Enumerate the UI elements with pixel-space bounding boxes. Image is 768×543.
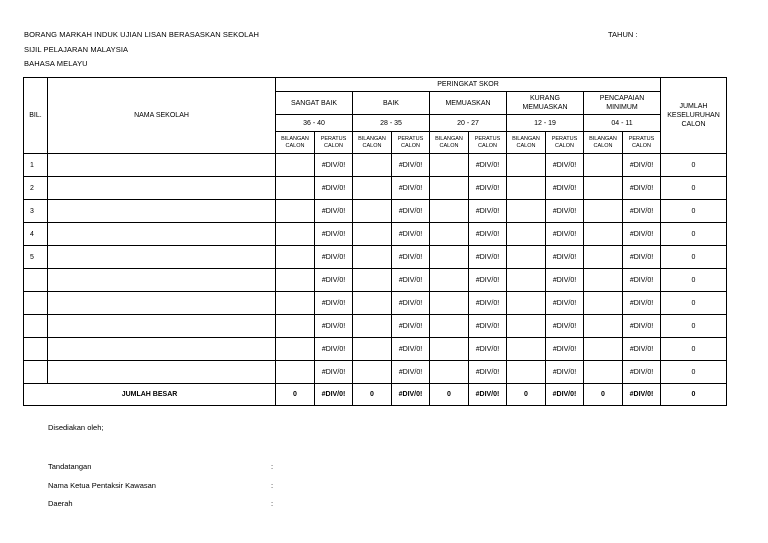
peratus-calon-header: PERATUS CALON [469, 132, 507, 154]
row-peratus-cell: #DIV/0! [623, 292, 661, 315]
row-peratus-cell: #DIV/0! [315, 154, 353, 177]
row-bilangan-cell[interactable] [353, 177, 392, 200]
table-row [24, 223, 727, 246]
disediakan-label: Disediakan oleh; [48, 423, 104, 432]
row-bilangan-cell[interactable] [276, 269, 315, 292]
peratus-calon-header: PERATUS CALON [392, 132, 430, 154]
peringkat-skor-header: PERINGKAT SKOR [276, 78, 661, 92]
row-peratus-cell: #DIV/0! [469, 177, 507, 200]
row-bilangan-cell[interactable] [353, 315, 392, 338]
tandatangan-label: Tandatangan [48, 462, 92, 471]
row-bilangan-cell[interactable] [430, 338, 469, 361]
row-jumlah-cell: 0 [661, 361, 727, 384]
row-nama-sekolah[interactable] [48, 269, 276, 292]
row-peratus-cell: #DIV/0! [469, 338, 507, 361]
row-peratus-cell: #DIV/0! [315, 200, 353, 223]
row-bil: 1 [24, 154, 48, 177]
row-peratus-cell: #DIV/0! [392, 361, 430, 384]
row-bilangan-cell[interactable] [584, 154, 623, 177]
score-table [23, 77, 727, 406]
row-jumlah-cell: 0 [661, 269, 727, 292]
daerah-colon: : [271, 499, 274, 508]
row-bilangan-cell[interactable] [276, 246, 315, 269]
row-peratus-cell: #DIV/0! [469, 246, 507, 269]
tahun-label: TAHUN : [608, 30, 638, 39]
total-peratus-cell: #DIV/0! [546, 384, 584, 406]
row-peratus-cell: #DIV/0! [623, 177, 661, 200]
row-bilangan-cell[interactable] [353, 223, 392, 246]
nama-ketua-label: Nama Ketua Pentaksir Kawasan [48, 481, 156, 490]
row-bil: 5 [24, 246, 48, 269]
row-nama-sekolah[interactable] [48, 154, 276, 177]
row-bil [24, 292, 48, 315]
row-peratus-cell: #DIV/0! [546, 361, 584, 384]
peratus-calon-header: PERATUS CALON [623, 132, 661, 154]
row-bilangan-cell[interactable] [276, 200, 315, 223]
total-bilangan-cell: 0 [430, 384, 469, 406]
row-bilangan-cell[interactable] [276, 177, 315, 200]
row-peratus-cell: #DIV/0! [623, 246, 661, 269]
row-bilangan-cell[interactable] [276, 154, 315, 177]
row-jumlah-cell: 0 [661, 223, 727, 246]
row-peratus-cell: #DIV/0! [392, 154, 430, 177]
table-row [24, 269, 727, 292]
row-jumlah-cell: 0 [661, 338, 727, 361]
row-peratus-cell: #DIV/0! [315, 292, 353, 315]
row-bilangan-cell[interactable] [353, 338, 392, 361]
row-peratus-cell: #DIV/0! [546, 154, 584, 177]
row-peratus-cell: #DIV/0! [392, 338, 430, 361]
category-header: SANGAT BAIK [276, 92, 353, 115]
total-bilangan-cell: 0 [276, 384, 315, 406]
row-peratus-cell: #DIV/0! [546, 246, 584, 269]
row-nama-sekolah[interactable] [48, 246, 276, 269]
table-row [24, 154, 727, 177]
row-bilangan-cell[interactable] [584, 200, 623, 223]
bilangan-calon-header: BILANGAN CALON [276, 132, 315, 154]
row-peratus-cell: #DIV/0! [546, 292, 584, 315]
table-row [24, 361, 727, 384]
row-peratus-cell: #DIV/0! [623, 315, 661, 338]
row-nama-sekolah[interactable] [48, 361, 276, 384]
category-header: PENCAPAIAN MINIMUM [584, 92, 661, 115]
row-peratus-cell: #DIV/0! [315, 223, 353, 246]
total-peratus-cell: #DIV/0! [469, 384, 507, 406]
row-bilangan-cell[interactable] [507, 361, 546, 384]
row-peratus-cell: #DIV/0! [546, 223, 584, 246]
row-bilangan-cell[interactable] [276, 361, 315, 384]
bilangan-calon-header: BILANGAN CALON [353, 132, 392, 154]
row-peratus-cell: #DIV/0! [623, 154, 661, 177]
jumlah-keseluruhan-header: JUMLAH KESELURUHAN CALON [661, 78, 727, 154]
row-peratus-cell: #DIV/0! [392, 315, 430, 338]
row-bilangan-cell[interactable] [276, 315, 315, 338]
row-peratus-cell: #DIV/0! [392, 200, 430, 223]
row-bilangan-cell[interactable] [507, 154, 546, 177]
row-bilangan-cell[interactable] [353, 269, 392, 292]
row-bilangan-cell[interactable] [430, 154, 469, 177]
row-peratus-cell: #DIV/0! [469, 223, 507, 246]
row-bilangan-cell[interactable] [584, 315, 623, 338]
row-jumlah-cell: 0 [661, 246, 727, 269]
row-peratus-cell: #DIV/0! [392, 269, 430, 292]
row-nama-sekolah[interactable] [48, 292, 276, 315]
row-bilangan-cell[interactable] [276, 292, 315, 315]
row-bilangan-cell[interactable] [507, 269, 546, 292]
category-range: 20 - 27 [430, 115, 507, 132]
row-bilangan-cell[interactable] [507, 338, 546, 361]
total-bilangan-cell: 0 [353, 384, 392, 406]
row-bil [24, 361, 48, 384]
row-peratus-cell: #DIV/0! [315, 177, 353, 200]
row-peratus-cell: #DIV/0! [315, 246, 353, 269]
row-peratus-cell: #DIV/0! [469, 292, 507, 315]
bilangan-calon-header: BILANGAN CALON [584, 132, 623, 154]
category-header: KURANG MEMUASKAN [507, 92, 584, 115]
row-peratus-cell: #DIV/0! [392, 246, 430, 269]
table-row [24, 200, 727, 223]
row-bilangan-cell[interactable] [353, 154, 392, 177]
row-bilangan-cell[interactable] [430, 315, 469, 338]
row-peratus-cell: #DIV/0! [546, 200, 584, 223]
row-nama-sekolah[interactable] [48, 223, 276, 246]
total-row [24, 384, 727, 406]
category-header: MEMUASKAN [430, 92, 507, 115]
row-jumlah-cell: 0 [661, 200, 727, 223]
row-bilangan-cell[interactable] [353, 200, 392, 223]
row-bilangan-cell[interactable] [584, 177, 623, 200]
row-peratus-cell: #DIV/0! [469, 315, 507, 338]
row-bilangan-cell[interactable] [430, 292, 469, 315]
row-bilangan-cell[interactable] [353, 292, 392, 315]
total-bilangan-cell: 0 [584, 384, 623, 406]
table-row [24, 177, 727, 200]
row-jumlah-cell: 0 [661, 315, 727, 338]
row-bilangan-cell[interactable] [507, 292, 546, 315]
row-bilangan-cell[interactable] [507, 315, 546, 338]
row-bilangan-cell[interactable] [584, 246, 623, 269]
row-peratus-cell: #DIV/0! [623, 269, 661, 292]
total-jumlah-cell: 0 [661, 384, 727, 406]
total-peratus-cell: #DIV/0! [623, 384, 661, 406]
row-peratus-cell: #DIV/0! [392, 292, 430, 315]
row-nama-sekolah[interactable] [48, 200, 276, 223]
row-bilangan-cell[interactable] [507, 223, 546, 246]
row-bilangan-cell[interactable] [353, 246, 392, 269]
row-bil [24, 338, 48, 361]
row-peratus-cell: #DIV/0! [546, 315, 584, 338]
total-peratus-cell: #DIV/0! [392, 384, 430, 406]
daerah-label: Daerah [48, 499, 73, 508]
row-bil: 2 [24, 177, 48, 200]
bilangan-calon-header: BILANGAN CALON [430, 132, 469, 154]
row-bil: 4 [24, 223, 48, 246]
total-peratus-cell: #DIV/0! [315, 384, 353, 406]
nama-ketua-colon: : [271, 481, 274, 490]
row-jumlah-cell: 0 [661, 154, 727, 177]
row-bil: 3 [24, 200, 48, 223]
form-subject: BAHASA MELAYU [24, 59, 88, 68]
bil-header: BIL. [24, 78, 48, 154]
row-peratus-cell: #DIV/0! [546, 338, 584, 361]
row-bilangan-cell[interactable] [584, 269, 623, 292]
tandatangan-colon: : [271, 462, 274, 471]
row-peratus-cell: #DIV/0! [315, 338, 353, 361]
nama-sekolah-header: NAMA SEKOLAH [48, 78, 276, 154]
row-bilangan-cell[interactable] [430, 246, 469, 269]
row-peratus-cell: #DIV/0! [315, 361, 353, 384]
table-row [24, 315, 727, 338]
category-range: 28 - 35 [353, 115, 430, 132]
row-peratus-cell: #DIV/0! [546, 177, 584, 200]
table-row [24, 246, 727, 269]
row-jumlah-cell: 0 [661, 177, 727, 200]
form-subtitle: SIJIL PELAJARAN MALAYSIA [24, 45, 129, 54]
peratus-calon-header: PERATUS CALON [315, 132, 353, 154]
row-peratus-cell: #DIV/0! [469, 361, 507, 384]
row-bilangan-cell[interactable] [584, 338, 623, 361]
row-bilangan-cell[interactable] [584, 361, 623, 384]
row-bilangan-cell[interactable] [584, 292, 623, 315]
row-peratus-cell: #DIV/0! [392, 177, 430, 200]
row-peratus-cell: #DIV/0! [469, 200, 507, 223]
row-peratus-cell: #DIV/0! [315, 269, 353, 292]
row-peratus-cell: #DIV/0! [623, 361, 661, 384]
row-peratus-cell: #DIV/0! [469, 269, 507, 292]
row-bilangan-cell[interactable] [507, 200, 546, 223]
row-bilangan-cell[interactable] [276, 338, 315, 361]
peratus-calon-header: PERATUS CALON [546, 132, 584, 154]
row-peratus-cell: #DIV/0! [623, 223, 661, 246]
row-bilangan-cell[interactable] [353, 361, 392, 384]
row-bilangan-cell[interactable] [584, 223, 623, 246]
form-title: BORANG MARKAH INDUK UJIAN LISAN BERASASKAN SEKOLAH [24, 30, 260, 39]
row-peratus-cell: #DIV/0! [392, 223, 430, 246]
row-nama-sekolah[interactable] [48, 338, 276, 361]
table-row [24, 292, 727, 315]
row-bilangan-cell[interactable] [430, 269, 469, 292]
table-row [24, 338, 727, 361]
row-jumlah-cell: 0 [661, 292, 727, 315]
category-range: 36 - 40 [276, 115, 353, 132]
bilangan-calon-header: BILANGAN CALON [507, 132, 546, 154]
row-bilangan-cell[interactable] [430, 361, 469, 384]
row-peratus-cell: #DIV/0! [623, 200, 661, 223]
row-nama-sekolah[interactable] [48, 315, 276, 338]
row-peratus-cell: #DIV/0! [623, 338, 661, 361]
row-bil [24, 315, 48, 338]
row-bilangan-cell[interactable] [430, 200, 469, 223]
row-peratus-cell: #DIV/0! [469, 154, 507, 177]
total-bilangan-cell: 0 [507, 384, 546, 406]
row-bil [24, 269, 48, 292]
row-nama-sekolah[interactable] [48, 177, 276, 200]
row-peratus-cell: #DIV/0! [546, 269, 584, 292]
category-range: 04 - 11 [584, 115, 661, 132]
row-bilangan-cell[interactable] [507, 246, 546, 269]
row-bilangan-cell[interactable] [507, 177, 546, 200]
category-range: 12 - 19 [507, 115, 584, 132]
row-bilangan-cell[interactable] [276, 223, 315, 246]
row-peratus-cell: #DIV/0! [315, 315, 353, 338]
jumlah-besar-label: JUMLAH BESAR [24, 384, 276, 406]
category-header: BAIK [353, 92, 430, 115]
row-bilangan-cell[interactable] [430, 223, 469, 246]
row-bilangan-cell[interactable] [430, 177, 469, 200]
